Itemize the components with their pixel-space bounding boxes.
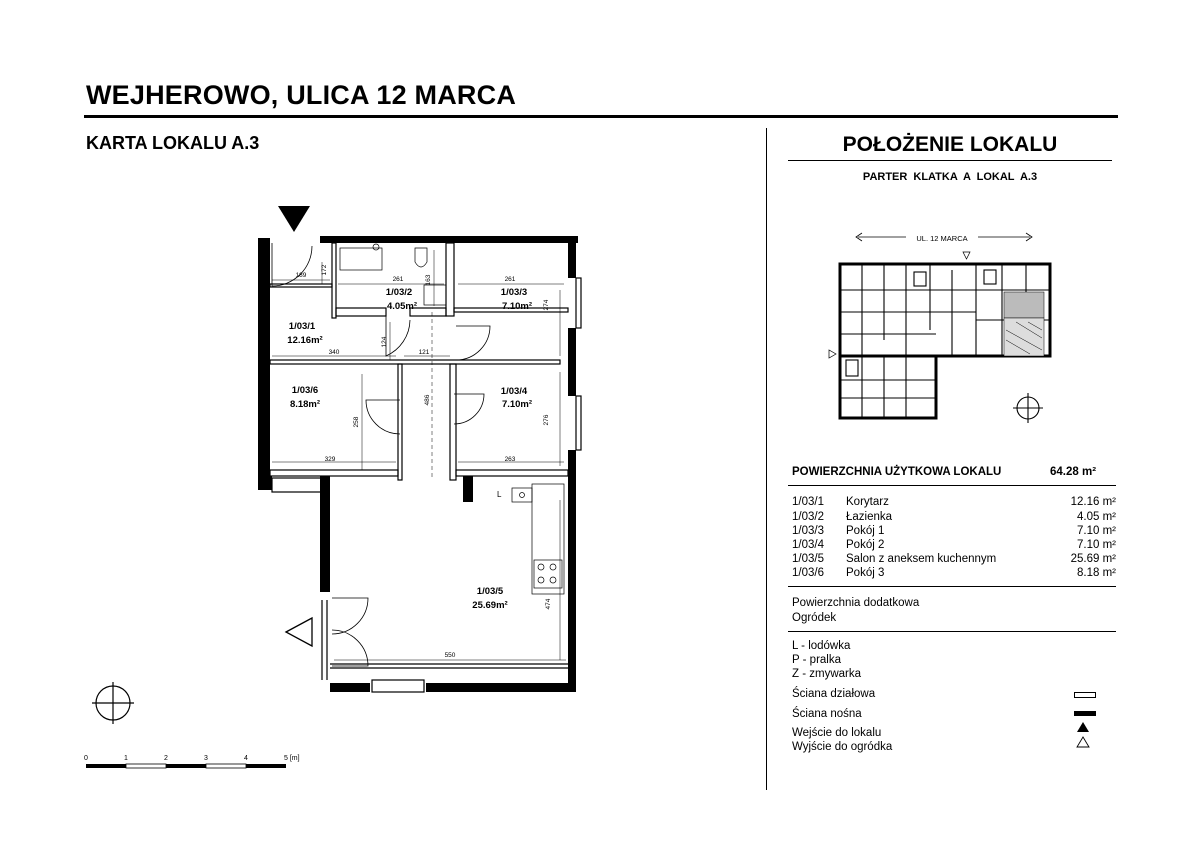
room-row-name: Korytarz — [846, 496, 889, 508]
legend-abbrev: L - lodówka — [792, 640, 851, 652]
partition-walls — [270, 243, 581, 692]
room-row-area: 25.69 m² — [1070, 553, 1116, 565]
room-4-area: 7.10m² — [501, 399, 533, 410]
room-row-id: 1/03/6 — [792, 567, 824, 579]
scale-tick: 4 — [244, 755, 248, 762]
highlighted-unit — [1004, 292, 1044, 356]
legend-label: Ściana nośna — [792, 708, 862, 720]
location-title: POŁOŻENIE LOKALU — [842, 133, 1058, 156]
room-6-id: 1/03/6 — [291, 385, 319, 396]
title-rule — [84, 115, 1118, 118]
street-label: UL. 12 MARCA — [916, 234, 968, 243]
legend-abbrev: P - pralka — [792, 654, 842, 666]
room-3-id: 1/03/3 — [500, 287, 528, 298]
room-row-name: Łazienka — [846, 511, 893, 523]
location-subtitle: PARTER KLATKA A LOKAL A.3 — [862, 171, 1038, 183]
dimension-label: 276 — [543, 414, 550, 426]
floor-plan — [240, 200, 610, 780]
room-row-area: 7.10 m² — [1077, 539, 1116, 551]
room-5-id: 1/03/5 — [476, 586, 504, 597]
extra-area-heading: Powierzchnia dodatkowa — [792, 597, 920, 609]
room-row-area: 8.18 m² — [1077, 567, 1116, 579]
key-plan — [820, 226, 1060, 426]
scale-tick: 5 [m] — [284, 755, 300, 762]
scale-bar — [80, 750, 320, 772]
room-row-id: 1/03/4 — [792, 539, 824, 551]
legend-label: Ściana działowa — [792, 688, 876, 700]
dimension-label: 163 — [425, 274, 432, 286]
scale-tick: 1 — [124, 755, 128, 762]
room-1-area: 12.16m² — [287, 335, 323, 346]
dimension-label: 474 — [545, 598, 552, 610]
room-row-id: 1/03/3 — [792, 525, 824, 537]
divider — [788, 586, 1116, 587]
legend-abbrev: Z - zmywarka — [792, 668, 861, 680]
dimension-label: 121 — [418, 349, 430, 356]
room-2-area: 4.05m² — [386, 301, 418, 312]
room-row-name: Pokój 3 — [846, 567, 885, 579]
room-row-name: Pokój 1 — [846, 525, 885, 537]
dimension-label: 189 — [295, 272, 307, 279]
dimension-label: 486 — [424, 394, 431, 406]
room-6-area: 8.18m² — [289, 399, 321, 410]
divider — [788, 631, 1116, 632]
room-row-id: 1/03/5 — [792, 553, 824, 565]
scale-tick: 0 — [84, 755, 88, 762]
room-row-area: 12.16 m² — [1070, 496, 1116, 508]
partition-wall-icon — [1074, 692, 1096, 698]
page-title: WEJHEROWO, ULICA 12 MARCA — [86, 80, 517, 110]
dimension-label: 340 — [328, 349, 340, 356]
garden-exit-triangle-icon — [286, 618, 312, 646]
entrance-triangle-icon — [1076, 721, 1090, 733]
scale-tick: 2 — [164, 755, 168, 762]
legend-label: Wyjście do ogródka — [792, 741, 893, 753]
doors — [272, 243, 490, 666]
dimension-label: 550 — [444, 652, 456, 659]
dimension-label: 274 — [543, 299, 550, 311]
bearing-wall-icon — [1074, 711, 1096, 716]
fridge-label: L — [497, 490, 502, 499]
compass-icon — [1013, 393, 1043, 423]
room-row-id: 1/03/1 — [792, 496, 824, 508]
room-2-id: 1/03/2 — [385, 287, 413, 298]
room-3-area: 7.10m² — [501, 301, 533, 312]
compass-icon — [92, 682, 134, 724]
column-divider — [766, 128, 767, 790]
dimension-label: 172 — [321, 264, 328, 276]
room-5-area: 25.69m² — [472, 600, 508, 611]
dimension-label: 124 — [381, 336, 388, 348]
dimension-label: 329 — [324, 456, 336, 463]
room-4-id: 1/03/4 — [500, 386, 528, 397]
extra-area-item: Ogródek — [792, 612, 837, 624]
dimension-label: 258 — [353, 416, 360, 428]
room-row-area: 7.10 m² — [1077, 525, 1116, 537]
room-row-name: Pokój 2 — [846, 539, 885, 551]
usable-area-total: 64.28 m² — [1050, 466, 1097, 478]
dimension-label: 263 — [504, 456, 516, 463]
divider — [788, 485, 1116, 486]
legend-label: Wejście do lokalu — [792, 727, 882, 739]
room-1-id: 1/03/1 — [288, 321, 316, 332]
entrance-triangle-icon — [278, 206, 310, 232]
dimension-label: 261 — [504, 276, 516, 283]
location-rule — [788, 160, 1112, 161]
dimension-label: 261 — [392, 276, 404, 283]
garden-exit-triangle-icon — [1076, 736, 1090, 748]
usable-area-heading: POWIERZCHNIA UŻYTKOWA LOKALU — [792, 466, 1002, 478]
kitchen-counter — [512, 484, 564, 594]
unit-card-title: KARTA LOKALU A.3 — [86, 133, 260, 153]
room-row-area: 4.05 m² — [1077, 511, 1116, 523]
scale-tick: 3 — [204, 755, 208, 762]
room-row-name: Salon z aneksem kuchennym — [846, 553, 997, 565]
room-row-id: 1/03/2 — [792, 511, 824, 523]
